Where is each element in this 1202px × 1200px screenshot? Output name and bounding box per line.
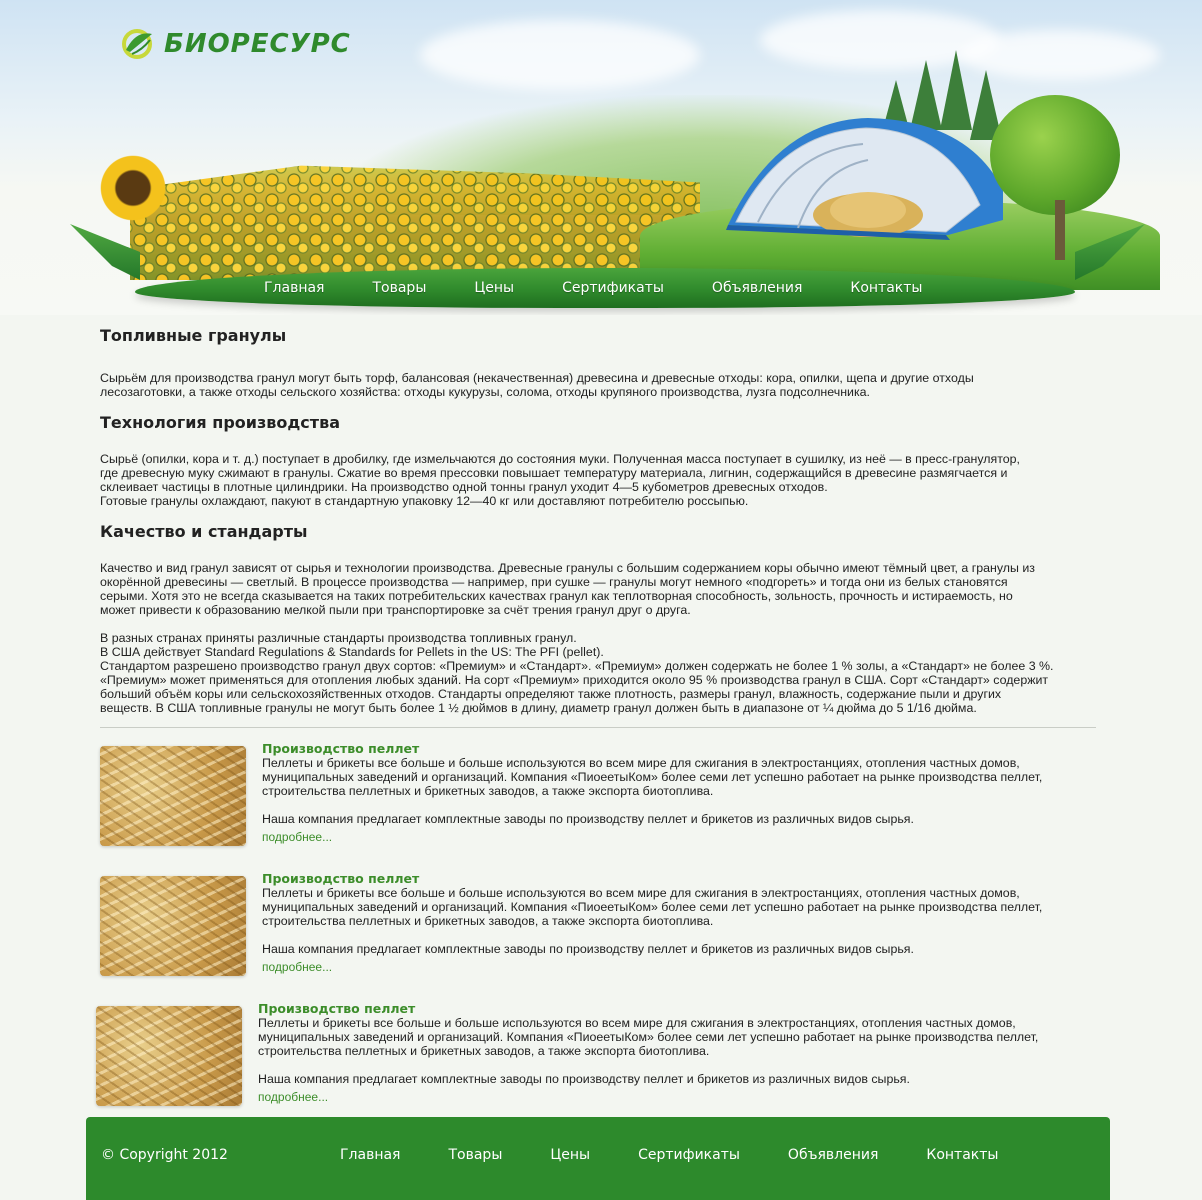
brand-name: БИОРЕСУРС [164,29,351,59]
news-body [262,872,1092,974]
news-item [100,872,1096,984]
text-line: Сырьё (опилки, кора и т. д.) поступает в дробилку, где измельчаются до состояния муки. Полученная масса поступает в сушилку, из неё — в пресс-гранулятор, [100,452,1020,466]
news-item [100,742,1096,854]
nav-products[interactable]: Товары [372,280,427,296]
news-text-line: муниципальных заведений и организаций. Компания «ПиоеетыКом» более семи лет успешно работает на рынке производства пеллет, [258,1030,1039,1044]
footer-nav-certificates[interactable]: Сертификаты [638,1147,740,1163]
news-text-line: Пеллеты и брикеты все больше и больше используются во всем мире для сжигания в электростанциях, отопления частных домов, [258,1016,1016,1030]
read-more-link[interactable]: подробнее... [258,1090,329,1104]
text-line: окорённой древесины — светлый. В процессе производства — например, при сушке — гранулы могут немного «подгореть» и тогда они из белых становятся [100,575,1008,589]
text-line: Качество и вид гранул зависят от сырья и технологии производства. Древесные гранулы с большим содержанием коры обычно имеют тёмный цвет, а гранулы из [100,561,1035,575]
news-title[interactable]: Производство пеллет [262,741,420,756]
section-title: Качество и стандарты [100,522,308,541]
tree-icon [990,95,1120,215]
text-line: В США действует Standard Regulations & Standards for Pellets in the US: The PFI (pellet). [100,645,604,659]
nav-certificates[interactable]: Сертификаты [562,280,664,296]
nav-contacts[interactable]: Контакты [850,280,923,296]
text-line: «Премиум» может применяться для отопления любых зданий. На сорт «Премиум» приходится около 95 % производства гранул в США. Сорт «Стандарт» содержит [100,673,1049,687]
news-text-line: Пеллеты и брикеты все больше и больше используются во всем мире для сжигания в электростанциях, отопления частных домов, [262,756,1020,770]
footer-nav-ads[interactable]: Объявления [787,1147,879,1163]
main-nav [240,280,946,296]
footer-nav-products[interactable]: Товары [448,1147,503,1163]
sunflower-icon [100,155,166,221]
footer-nav-prices[interactable]: Цены [550,1147,591,1163]
pellets-thumbnail[interactable] [100,746,246,846]
news-text-line: муниципальных заведений и организаций. Компания «ПиоеетыКом» более семи лет успешно работает на рынке производства пеллет, [262,900,1043,914]
trunk-decor [1055,200,1065,260]
read-more-link[interactable]: подробнее... [262,960,333,974]
news-text-line: Наша компания предлагает комплектные заводы по производству пеллет и брикетов из различных видов сырья. [262,812,914,826]
text-line: больший объём коры или сельскохозяйственных отходов. Стандарты определяют также плотность, размеры гранул, влажность, содержание пыли и других [100,687,1002,701]
text-line: может привести к образованию мелкой пыли при транспортировке за счёт трения гранул друг о друга. [100,603,691,617]
news-text-line: Наша компания предлагает комплектные заводы по производству пеллет и брикетов из различных видов сырья. [262,942,914,956]
news-text-line: строительства пеллетных и брикетных заводов, а также экспорта биотоплива. [258,1044,710,1058]
text-line: Сырьём для производства гранул могут быть торф, балансовая (некачественная) древесина и древесные отходы: кора, опилки, щепа и другие отходы [100,371,974,385]
text-line: склеивает частицы в плотные цилиндрики. На производство одной тонны гранул уходит 4—5 кубометров древесных отходов. [100,480,828,494]
read-more-link[interactable]: подробнее... [262,830,333,844]
footer-nav [316,1147,1022,1163]
nav-ads[interactable]: Объявления [711,280,803,296]
text-line: Готовые гранулы охлаждают, пакуют в стандартную упаковку 12—40 кг или доставляют потребителю россыпью. [100,494,749,508]
news-text-line: строительства пеллетных и брикетных заводов, а также экспорта биотоплива. [262,784,714,798]
footer-nav-home[interactable]: Главная [340,1147,401,1163]
nav-prices[interactable]: Цены [474,280,515,296]
text-line: Стандартом разрешено производство гранул двух сортов: «Премиум» и «Стандарт». «Премиум» должен содержать не более 1 % золы, а «Стандарт» не более 3 %. [100,659,1054,673]
text-line: серыми. Хотя это не всегда сказывается на таких потребительских качествах гранул как теплотворная способность, зольность, прочность и истираемость, но [100,589,1013,603]
hangar-icon [718,110,1008,240]
main-content [100,318,1096,1132]
logo[interactable] [120,28,351,60]
text-line: где древесную муку сжимают в гранулы. Сжатие во время прессовки повышает температуру материала, лигнин, содержащийся в древесине размягчается и [100,466,1008,480]
news-item [96,1002,1096,1114]
news-text-line: муниципальных заведений и организаций. Компания «ПиоеетыКом» более семи лет успешно работает на рынке производства пеллет, [262,770,1043,784]
header-banner [0,0,1202,315]
section-title: Топливные гранулы [100,326,287,345]
news-text-line: Пеллеты и брикеты все больше и больше используются во всем мире для сжигания в электростанциях, отопления частных домов, [262,886,1020,900]
divider [100,727,1096,728]
text-line: В разных странах приняты различные стандарты производства топливных гранул. [100,631,577,645]
footer-nav-contacts[interactable]: Контакты [926,1147,999,1163]
news-text-line: строительства пеллетных и брикетных заводов, а также экспорта биотоплива. [262,914,714,928]
text-line: веществ. В США топливные гранулы не могут быть более 1 ½ дюймов в длину, диаметр гранул должен быть в диапазоне от ¼ дюйма до 5 1/16 дюйма. [100,701,977,715]
news-title[interactable]: Производство пеллет [258,1001,416,1016]
nav-home[interactable]: Главная [264,280,325,296]
news-text-line: Наша компания предлагает комплектные заводы по производству пеллет и брикетов из различных видов сырья. [258,1072,910,1086]
news-body [262,742,1092,844]
copyright: © Copyright 2012 [101,1147,228,1163]
cloud-decor [420,20,700,90]
section-title: Технология производства [100,413,340,432]
pellets-thumbnail[interactable] [96,1006,242,1106]
news-title[interactable]: Производство пеллет [262,871,420,886]
text-line: лесозаготовки, а также отходы сельского хозяйства: отходы кукурузы, солома, отходы крупяного производства, лузга подсолнечника. [100,385,870,399]
pellets-thumbnail[interactable] [100,876,246,976]
leaf-logo-icon [120,28,156,60]
news-body [258,1002,1088,1104]
footer [86,1117,1110,1200]
